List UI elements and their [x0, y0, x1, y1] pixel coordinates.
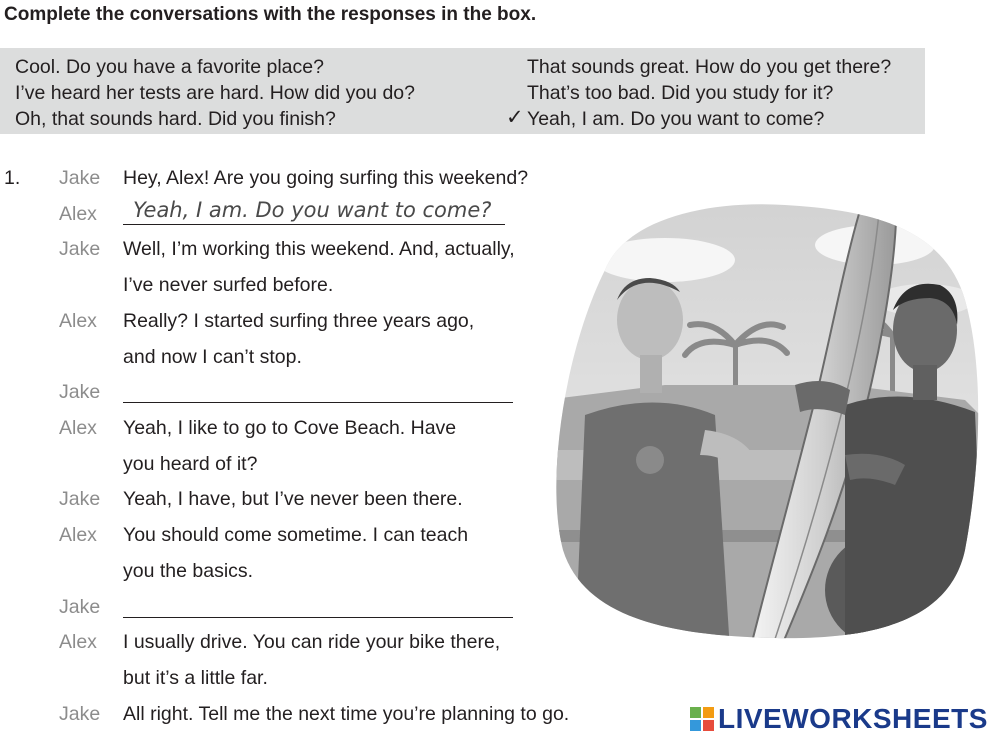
scene — [545, 150, 985, 650]
answer-input-1[interactable] — [123, 374, 513, 403]
speaker-label: Jake — [59, 167, 101, 189]
check-icon: ✓ — [506, 106, 524, 129]
dialogue-line: Well, I’m working this weekend. And, actually, — [123, 238, 515, 260]
speaker-label: Alex — [59, 631, 97, 653]
dialogue-line: I’ve never surfed before. — [123, 274, 334, 296]
speaker-label: Jake — [59, 238, 101, 260]
speaker-label: Jake — [59, 703, 101, 725]
speaker-label: Alex — [59, 417, 97, 439]
dialogue-line: but it’s a little far. — [123, 667, 268, 689]
dialogue-line: Yeah, I have, but I’ve never been there. — [123, 488, 463, 510]
dialogue-line: I usually drive. You can ride your bike there, — [123, 631, 501, 653]
instructions: Complete the conversations with the responses in the box. — [4, 4, 537, 25]
dialogue-line: you the basics. — [123, 560, 254, 582]
speaker-label: Jake — [59, 381, 101, 403]
speaker-label: Jake — [59, 488, 101, 510]
speaker-label: Alex — [59, 310, 97, 332]
speaker-label: Alex — [59, 524, 97, 546]
liveworksheets-logo — [690, 703, 988, 735]
dialogue-line: you heard of it? — [123, 453, 258, 475]
response-option-used: Yeah, I am. Do you want to come? — [527, 108, 825, 130]
response-option: That’s too bad. Did you study for it? — [527, 82, 834, 104]
speaker-label: Alex — [59, 203, 97, 225]
logo-text: LIVEWORKSHEETS — [718, 703, 988, 734]
dialogue-line: Yeah, I like to go to Cove Beach. Have — [123, 417, 457, 439]
response-option: That sounds great. How do you get there? — [527, 56, 892, 78]
dialogue-line: Really? I started surfing three years ago, — [123, 310, 475, 332]
speaker-label: Jake — [59, 596, 101, 618]
example-answer: Yeah, I am. Do you want to come? — [123, 197, 505, 225]
dialogue-line: You should come sometime. I can teach — [123, 524, 469, 546]
answer-input-2[interactable] — [123, 589, 513, 618]
exercise-number: 1. — [4, 167, 21, 189]
responses-box — [0, 48, 925, 134]
response-option: I’ve heard her tests are hard. How did you do? — [15, 82, 415, 104]
response-option: Oh, that sounds hard. Did you finish? — [15, 108, 336, 130]
logo-icon — [690, 707, 714, 731]
response-option: Cool. Do you have a favorite place? — [15, 56, 324, 78]
surfers-illustration — [545, 150, 985, 650]
dialogue-line: Hey, Alex! Are you going surfing this weekend? — [123, 167, 529, 189]
dialogue-line: and now I can’t stop. — [123, 346, 302, 368]
dialogue-line: All right. Tell me the next time you’re planning to go. — [123, 703, 570, 725]
